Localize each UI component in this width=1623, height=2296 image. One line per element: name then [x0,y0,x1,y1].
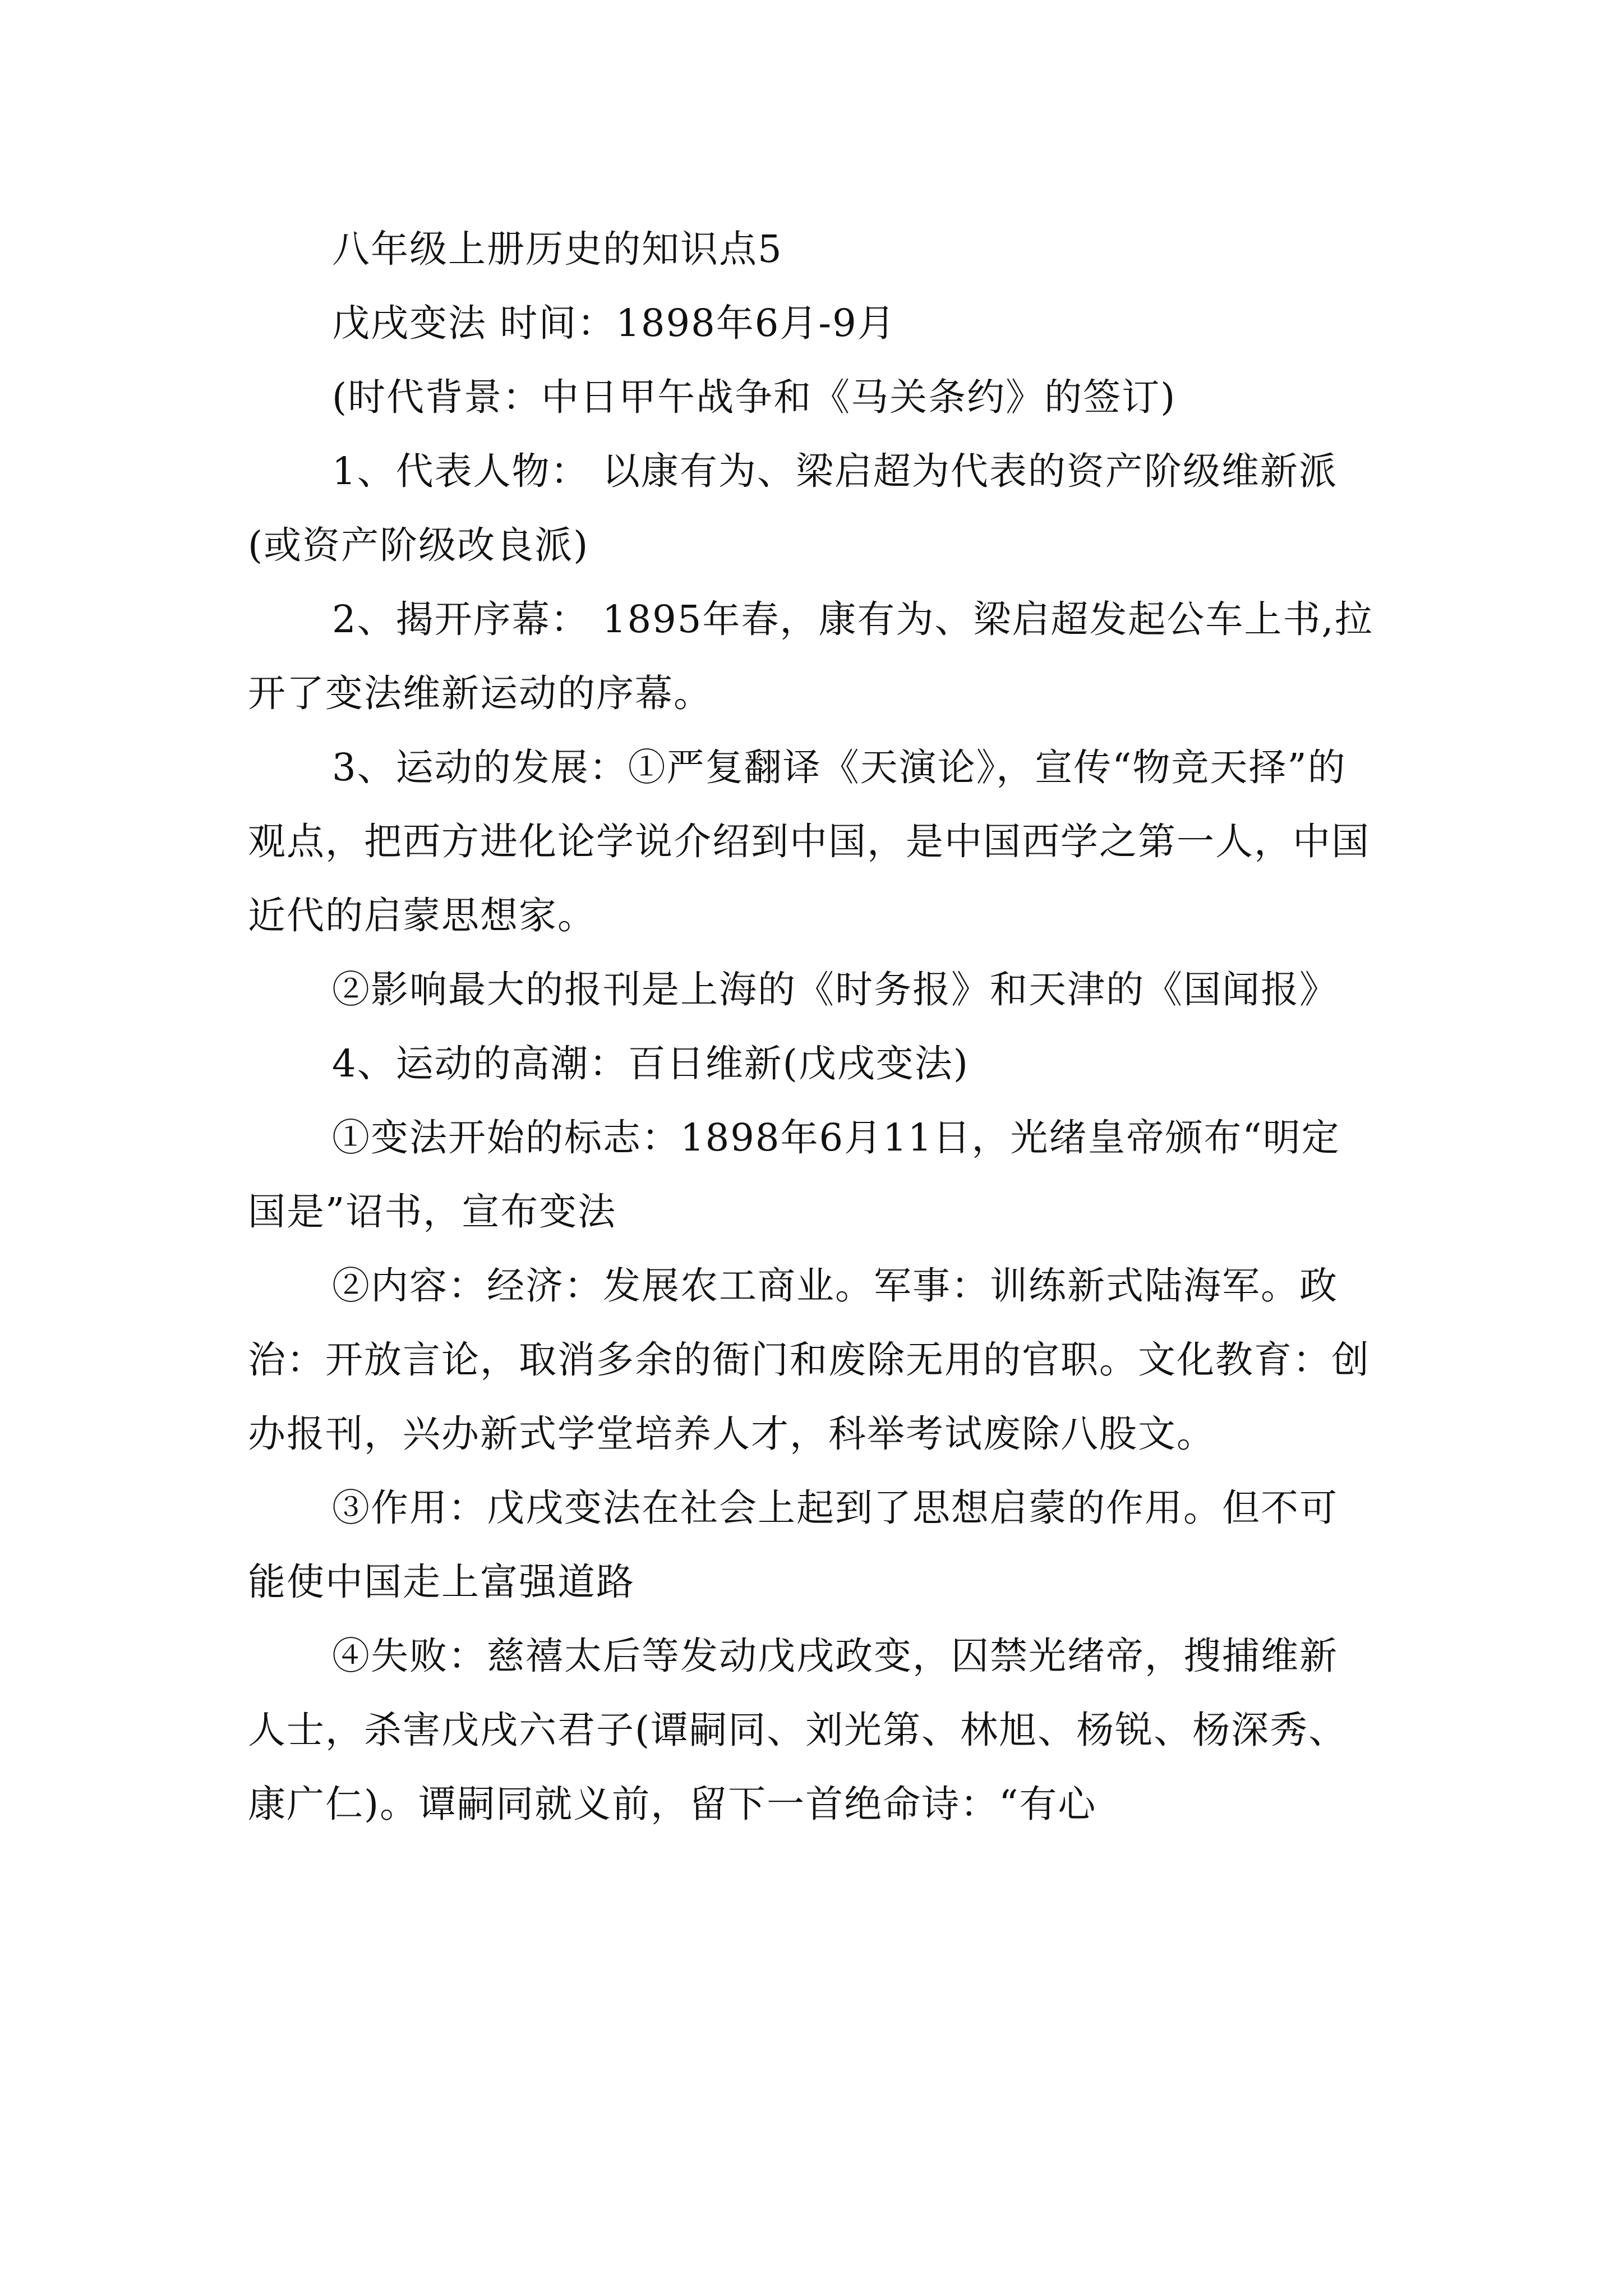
paragraph-prelude: 2、揭开序幕： 1895年春，康有为、梁启超发起公车上书,拉开了变法维新运动的序幕。 [248,597,1373,715]
document-title: 八年级上册历史的知识点5 [332,227,783,271]
background-paragraph: (时代背景：中日甲午战争和《马关条约》的签订) [332,375,1177,419]
paragraph-climax: 4、运动的高潮：百日维新(戊戌变法) [332,1042,969,1085]
paragraph-newspapers: ②影响最大的报刊是上海的《时务报》和天津的《国闻报》 [332,968,1338,1011]
document-body [248,212,1375,1841]
paragraph-failure: ④失败：慈禧太后等发动戊戌政变，囚禁光绪帝，搜捕维新人士，杀害戊戌六君子(谭嗣同、刘光第、林旭、杨锐、杨深秀、康广仁)。谭嗣同就义前，留下一首绝命诗：“有心 [248,1634,1348,1826]
paragraph-representatives: 1、代表人物： 以康有为、梁启超为代表的资产阶级维新派(或资产阶级改良派) [248,449,1338,567]
paragraph-development: 3、运动的发展：①严复翻译《天演论》，宣传“物竞天择”的观点，把西方进化论学说介绍到中国，是中国西学之第一人，中国近代的启蒙思想家。 [248,746,1370,937]
topic-heading: 戊戌变法 时间：1898年6月-9月 [332,301,896,345]
paragraph-effect: ③作用：戊戌变法在社会上起到了思想启蒙的作用。但不可能使中国走上富强道路 [248,1486,1338,1604]
paragraph-content: ②内容：经济：发展农工商业。军事：训练新式陆海军。政治：开放言论，取消多余的衙门和废除无用的官职。文化教育：创办报刊，兴办新式学堂培养人才，科举考试废除八股文。 [248,1264,1370,1456]
paragraph-start-sign: ①变法开始的标志：1898年6月11日，光绪皇帝颁布“明定国是”诏书，宣布变法 [248,1116,1340,1234]
